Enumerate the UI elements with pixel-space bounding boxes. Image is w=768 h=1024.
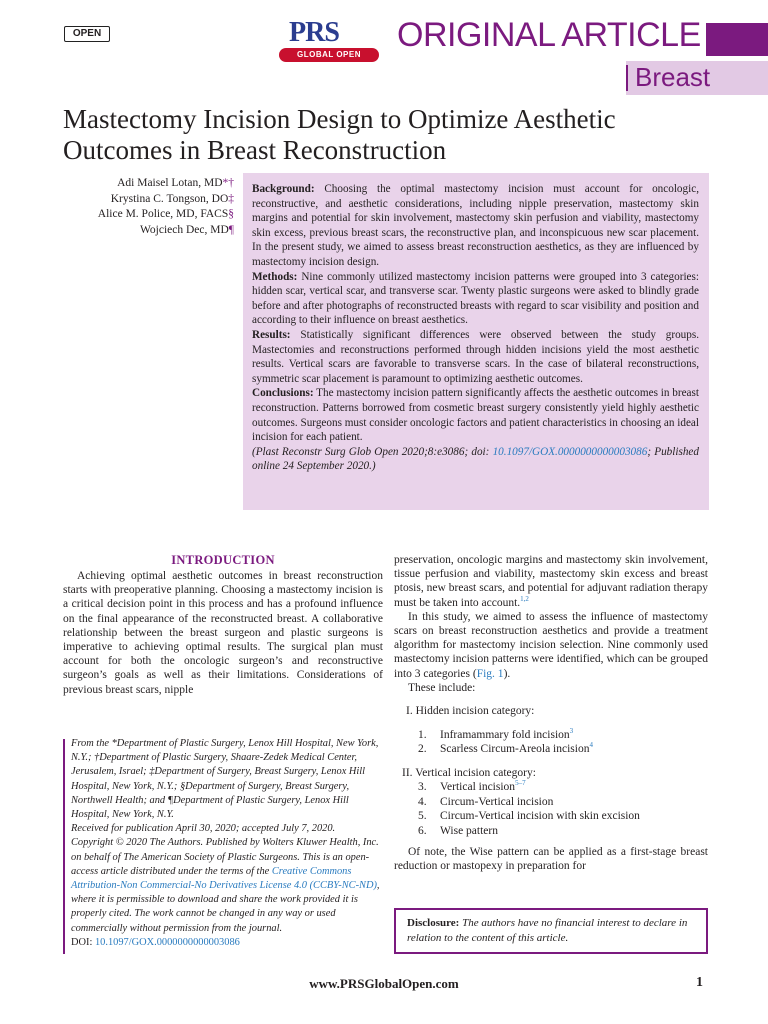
citation-prefix: (Plast Reconstr Surg Glob Open 2020;8:e3086; doi: [252, 445, 493, 458]
open-access-badge: OPEN [64, 26, 110, 42]
article-type-bar [706, 23, 768, 56]
affiliations-box [63, 735, 383, 959]
citation-suffix: ; Published online 24 September 2020.) [252, 445, 699, 473]
title-line-1: Mastectomy Incision Design to Optimize Aesthetic [63, 104, 616, 134]
wise-paragraph: Of note, the Wise pattern can be applied as a first-stage breast reduction or mastopexy in preparation for [394, 846, 708, 873]
copyright-notice [71, 836, 383, 935]
item-number: 1. [418, 728, 427, 741]
article-type-label: ORIGINAL ARTICLE [397, 16, 701, 54]
introduction-heading: INTRODUCTION [171, 553, 275, 567]
author-name: Adi Maisel Lotan, MD [117, 177, 223, 189]
abstract-rule [241, 173, 243, 510]
copyright-text: Copyright © 2020 The Authors. Published by Wolters Kluwer Health, Inc. on behalf of The American Society of Plastic Surgeons. This is an open-access article distributed under the terms of the [71, 837, 379, 877]
author [60, 223, 234, 239]
list-item [418, 780, 708, 795]
item-number: 4. [418, 795, 427, 808]
item-number: 6. [418, 824, 427, 837]
doi-line [71, 936, 383, 950]
title-line-2: Outcomes in Breast Reconstruction [63, 135, 447, 165]
received-dates: Received for publication April 30, 2020; accepted July 7, 2020. [71, 823, 336, 835]
list-item [418, 809, 708, 824]
category-heading: I. Hidden incision category: [406, 705, 535, 718]
section-tag [626, 61, 768, 95]
reference-link[interactable]: 5–7 [515, 779, 526, 788]
disclosure-text [407, 916, 699, 945]
doi-link[interactable]: 10.1097/GOX.0000000000003086 [94, 936, 240, 948]
item-number: 3. [418, 781, 427, 794]
list-item [418, 742, 708, 757]
copyright-text-end: , where it is permissible to download and share the work provided it is properly cited. The work cannot be changed in any way or used commercially without permission from the journal. [71, 880, 380, 934]
reference-link[interactable]: 4 [589, 741, 593, 750]
abstract-conclusions [252, 386, 699, 444]
affiliations-text [71, 737, 383, 950]
study-text: In this study, we aimed to assess the influence of mastectomy scars on breast reconstruction aesthetics and provide a treatment algorithm for mastectomy incision selection. Nine commonly used mastectomy incision patterns were identified, which can be grouped into 3 categories ( [394, 610, 708, 680]
author [60, 176, 234, 192]
disclosure-body: The authors have no financial interest to declare in relation to the content of this article. [407, 917, 688, 944]
license-link[interactable]: Creative Commons Attribution-Non Commercial-No Derivatives License 4.0 (CCBY-NC-ND) [71, 865, 377, 892]
abstract-results-text: Statistically significant differences were observed between the study groups. Mastectomies and reconstructions performed through hidden incisions yield the most aesthetic results. Vertical scars are favorable to transverse scars. In the case of bilateral reconstructions, symmetric scar placement is paramount to optimizing aesthetic outcomes. [252, 328, 699, 385]
item-text: Vertical incision [440, 781, 516, 794]
abstract-background-label: Background: [252, 183, 315, 195]
author-name: Krystina C. Tongson, DO [110, 192, 229, 205]
affiliations-rule [63, 739, 65, 954]
category-list [402, 780, 708, 838]
list-item [418, 728, 708, 743]
item-text: Inframammary fold incision [440, 728, 570, 741]
abstract-conclusions-label: Conclusions: [252, 387, 314, 400]
doi-label: DOI: [71, 936, 95, 948]
author-marks: § [228, 208, 234, 220]
item-text: Circum-Vertical incision [440, 795, 554, 808]
author-name: Wojciech Dec, MD [139, 223, 229, 236]
continued-paragraph [394, 553, 708, 610]
abstract-background [252, 182, 699, 270]
category-heading: II. Vertical incision category: [402, 766, 536, 779]
category-hidden [394, 704, 708, 757]
study-text-end: ). [503, 667, 511, 680]
abstract-results-label: Results: [252, 328, 291, 341]
abstract-methods-label: Methods: [252, 270, 298, 283]
list-item [418, 795, 708, 810]
author-name: Alice M. Police, MD, FACS [97, 208, 229, 220]
item-number: 5. [418, 810, 427, 823]
figure-link[interactable]: Fig. 1 [476, 667, 504, 680]
abstract-box [241, 173, 709, 510]
abstract-results [252, 328, 699, 386]
section-tag-rule [626, 65, 628, 91]
page-number: 1 [696, 975, 703, 990]
category-list [406, 728, 708, 757]
category-vertical [394, 766, 708, 839]
item-text: Wise pattern [440, 824, 498, 837]
abstract-conclusions-text: The mastectomy incision pattern significantly affects the aesthetic outcomes in breast reconstruction. Patterns borrowed from cosmetic breast surgery consistently yield highly aesthetic outcomes. Surgeons must consider oncologic factors and patient characteristics in choosing an ideal incision for each patient. [252, 387, 699, 444]
logo-ribbon: GLOBAL OPEN [279, 48, 379, 62]
logo-prs-text: PRS [289, 17, 339, 48]
section-tag-label: Breast [635, 62, 711, 92]
item-number: 2. [418, 743, 427, 756]
continued-text: preservation, oncologic margins and mastectomy skin involvement, tissue perfusion and viability, mastectomy skin excess and breast ptosis, new breast scars, and potential for adjuvant radiation therapy must be taken into account. [394, 554, 708, 609]
intro-paragraph: Achieving optimal aesthetic outcomes in breast reconstruction starts with preoperative planning. Choosing a mastectomy incision is a critical decision point in this process and has a profound influence on the final appearance of the reconstructed breast. A collaborative relationship between the breast surgeon and plastic surgeons is imperative to achieving optimal results. The surgical plan must account for both the oncologic surgeon’s and reconstructive surgeon’s goals as well as their limitations. Considerations of previous breast scars, nipple [63, 570, 383, 696]
footer-url-link[interactable]: www.PRSGlobalOpen.com [309, 976, 459, 991]
author-marks: *† [222, 177, 234, 189]
abstract-citation [252, 445, 699, 474]
author-marks: ‡ [228, 192, 234, 205]
abstract-methods [252, 270, 699, 328]
study-paragraph [394, 610, 708, 681]
citation-doi-link[interactable]: 10.1097/GOX.0000000000003086 [492, 445, 648, 458]
list-item [418, 824, 708, 839]
reference-link[interactable]: 1,2 [520, 594, 529, 603]
author-list [60, 176, 234, 238]
right-column [394, 553, 708, 873]
abstract-background-text: Choosing the optimal mastectomy incision must account for oncologic, reconstructive, and aesthetic considerations, including nipple preservation, mastectomy skin margins and potential for skin involvement, mastectomy skin perfusion and viability, mastectomy skin excess, previous breast scars, the reconstructive plan, and inconspicuous new scar placement. In the present study, we aimed to assess breast reconstruction aesthetics, as they are influenced by mastectomy incision design. [252, 183, 699, 268]
article-title [63, 104, 743, 166]
disclosure-box [394, 908, 708, 954]
affiliations: From the *Department of Plastic Surgery, Lenox Hill Hospital, New York, N.Y.; †Department of Plastic Surgery, Shaare-Zedek Medical Center, Jerusalem, Israel; ‡Department of Surgery, Breast Surgery, Lenox Hill Hospital, New York, N.Y.; §Department of Surgery, Breast Surgery, Northwell Health; and ¶Department of Plastic Surgery, Lenox Hill Hospital, New York, N.Y. [71, 738, 379, 821]
journal-logo [279, 17, 379, 67]
abstract-text [252, 182, 699, 474]
disclosure-label: Disclosure: [407, 917, 460, 929]
abstract-methods-text: Nine commonly utilized mastectomy incision patterns were grouped into 3 categories: hidden scar, vertical scar, and transverse scar. Twenty plastic surgeons were asked to blindly grade before and after photographs of reconstructed breasts with regard to scar visibility and position and according to their influence on breast aesthetics. [252, 270, 699, 327]
author-marks: ¶ [228, 223, 234, 236]
item-text: Scarless Circum-Areola incision [440, 743, 590, 756]
left-column [63, 569, 383, 697]
include-line: These include: [408, 681, 476, 694]
author [60, 207, 234, 223]
reference-link[interactable]: 3 [569, 726, 574, 735]
item-text: Circum-Vertical incision with skin excision [440, 810, 640, 823]
author [60, 192, 234, 208]
